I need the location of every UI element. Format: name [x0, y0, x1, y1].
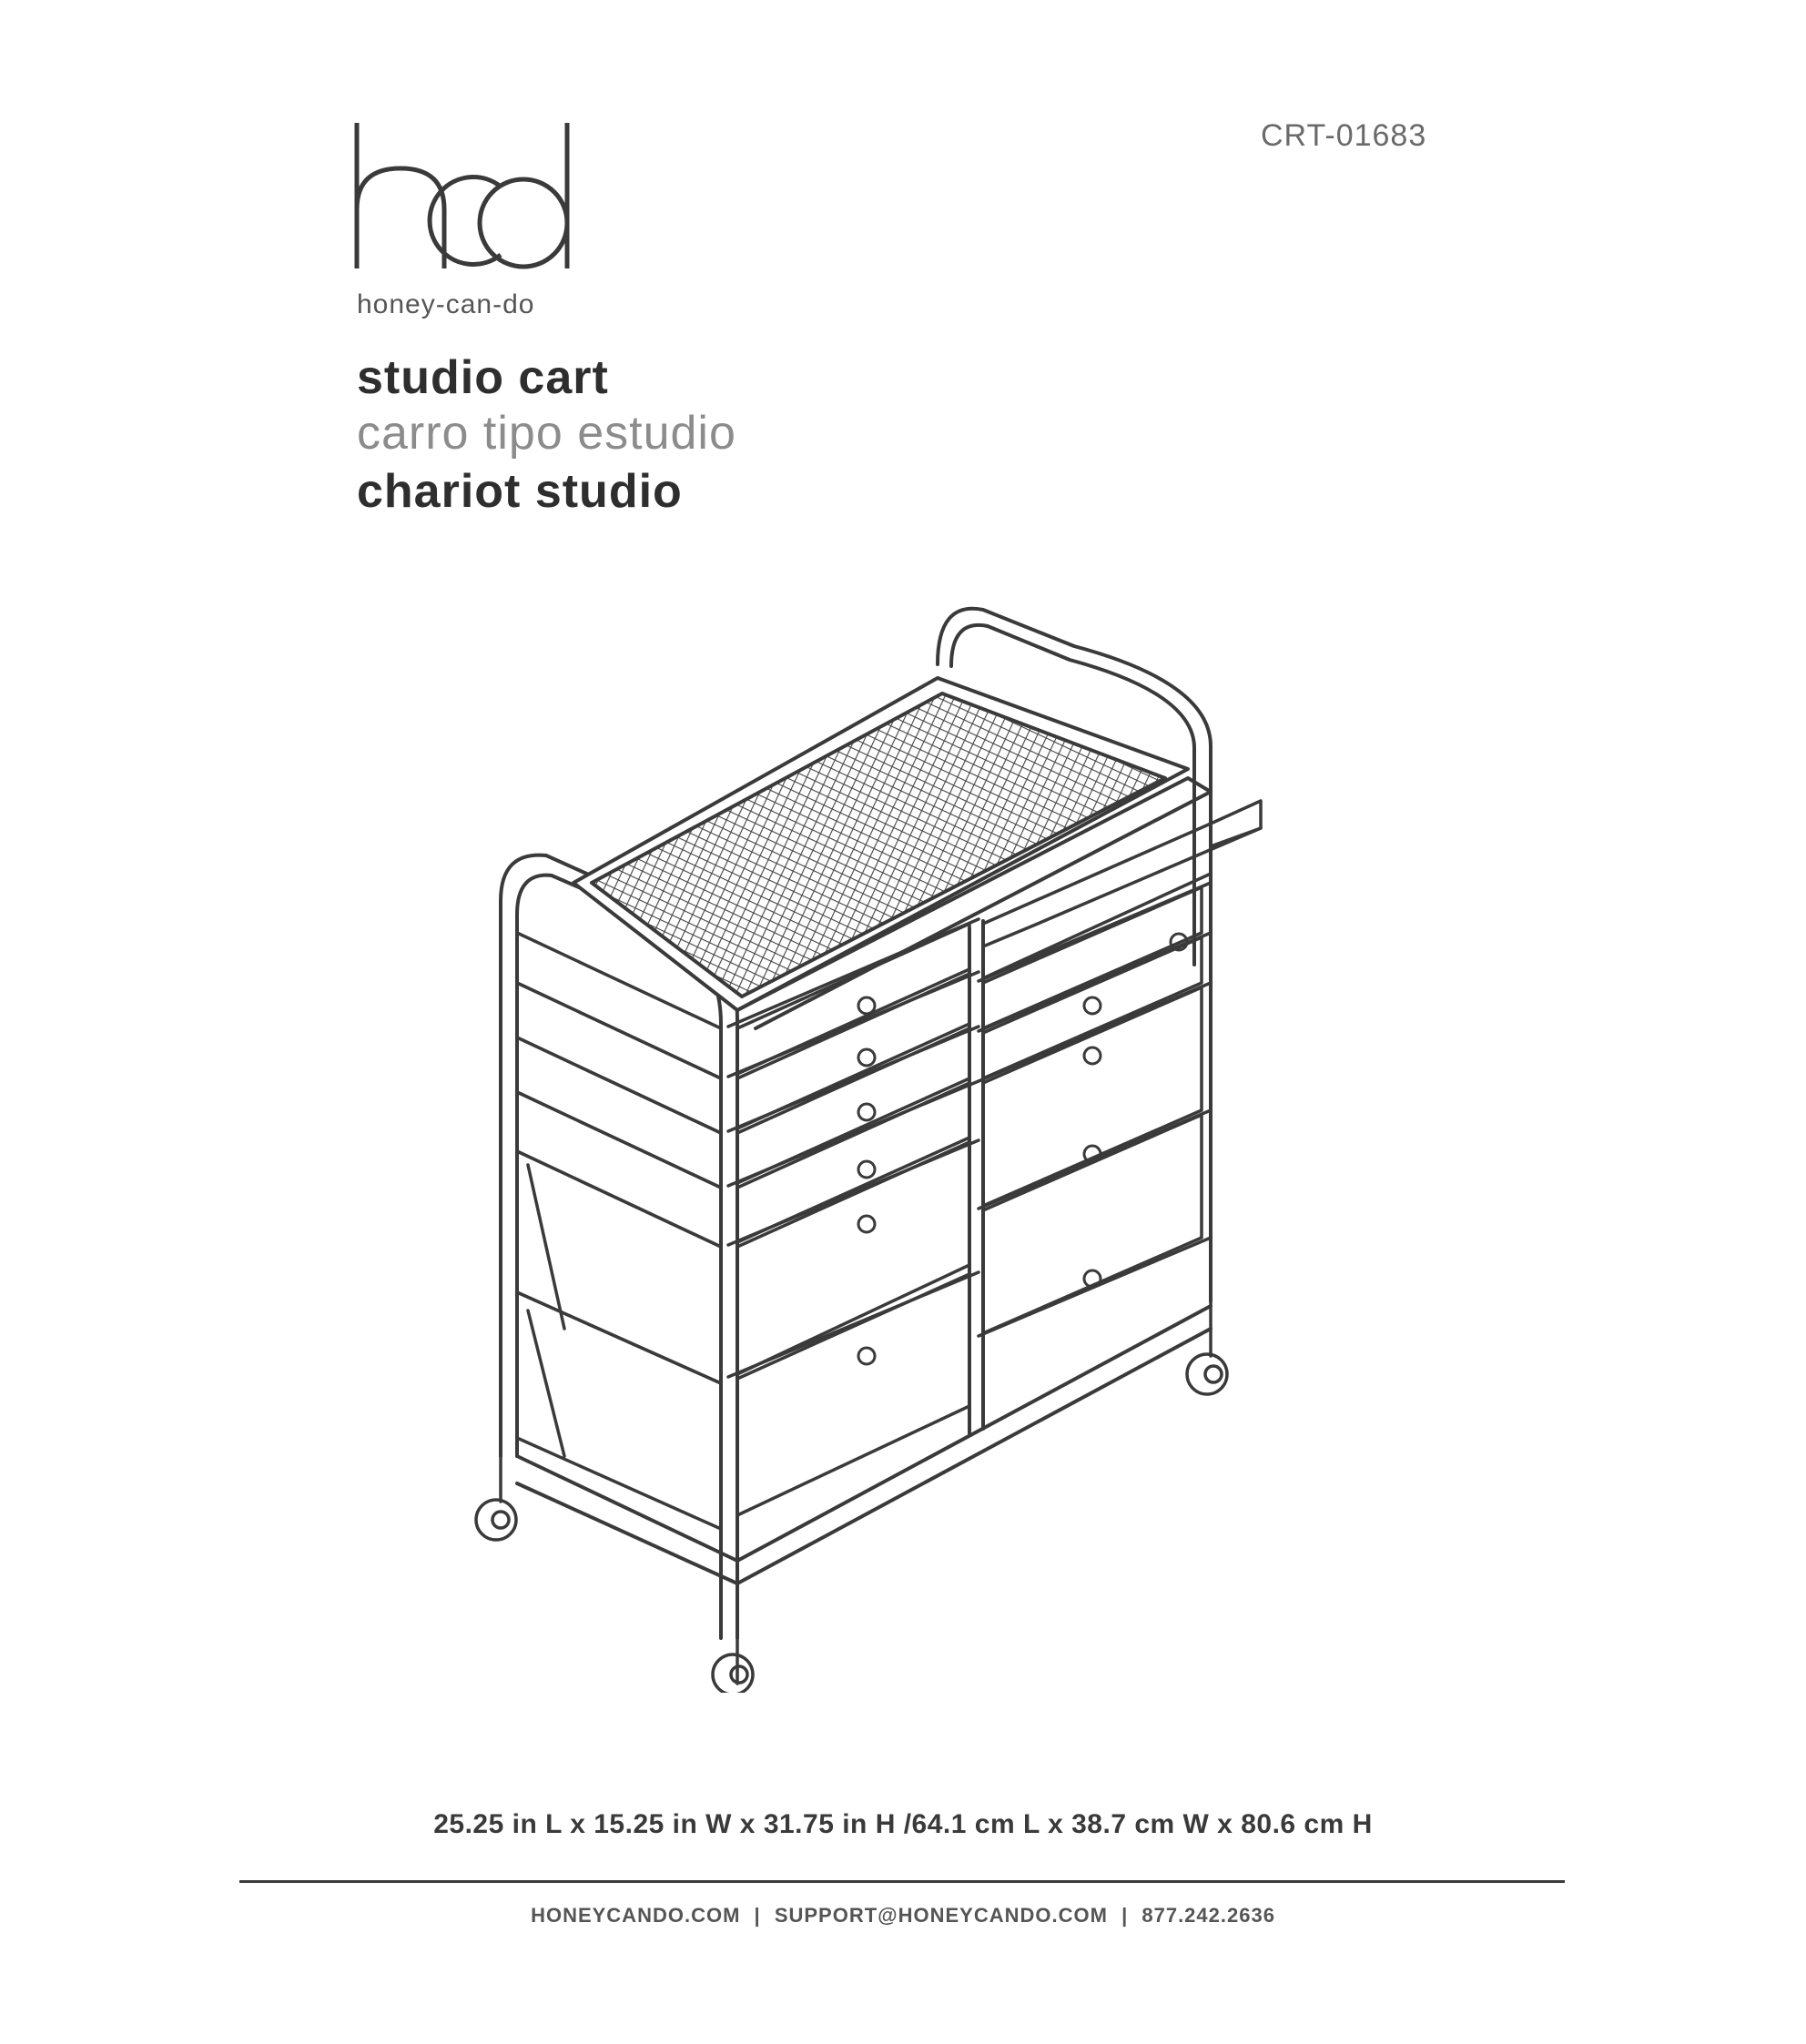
footer-phone[interactable]: 877.242.2636 [1141, 1904, 1275, 1927]
brand-name: honey-can-do [357, 289, 535, 319]
studio-cart-illustration [455, 582, 1329, 1693]
footer-contact [0, 1904, 1806, 1928]
footer-divider [239, 1880, 1565, 1883]
product-title-french: chariot studio [357, 465, 683, 518]
model-number: CRT-01683 [1261, 118, 1427, 153]
footer-separator: | [1121, 1904, 1129, 1927]
footer-website-link[interactable]: HONEYCANDO.COM [531, 1904, 741, 1927]
product-dimensions: 25.25 in L x 15.25 in W x 31.75 in H /64.1 cm L x 38.7 cm W x 80.6 cm H [433, 1809, 1373, 1839]
studio-cart-drawing-icon [455, 582, 1329, 1693]
footer-email-link[interactable]: SUPPORT@HONEYCANDO.COM [774, 1904, 1108, 1927]
footer-separator: | [754, 1904, 761, 1927]
hcd-monogram-icon [346, 109, 583, 291]
product-title-english: studio cart [357, 351, 609, 404]
product-title-spanish: carro tipo estudio [357, 407, 736, 460]
